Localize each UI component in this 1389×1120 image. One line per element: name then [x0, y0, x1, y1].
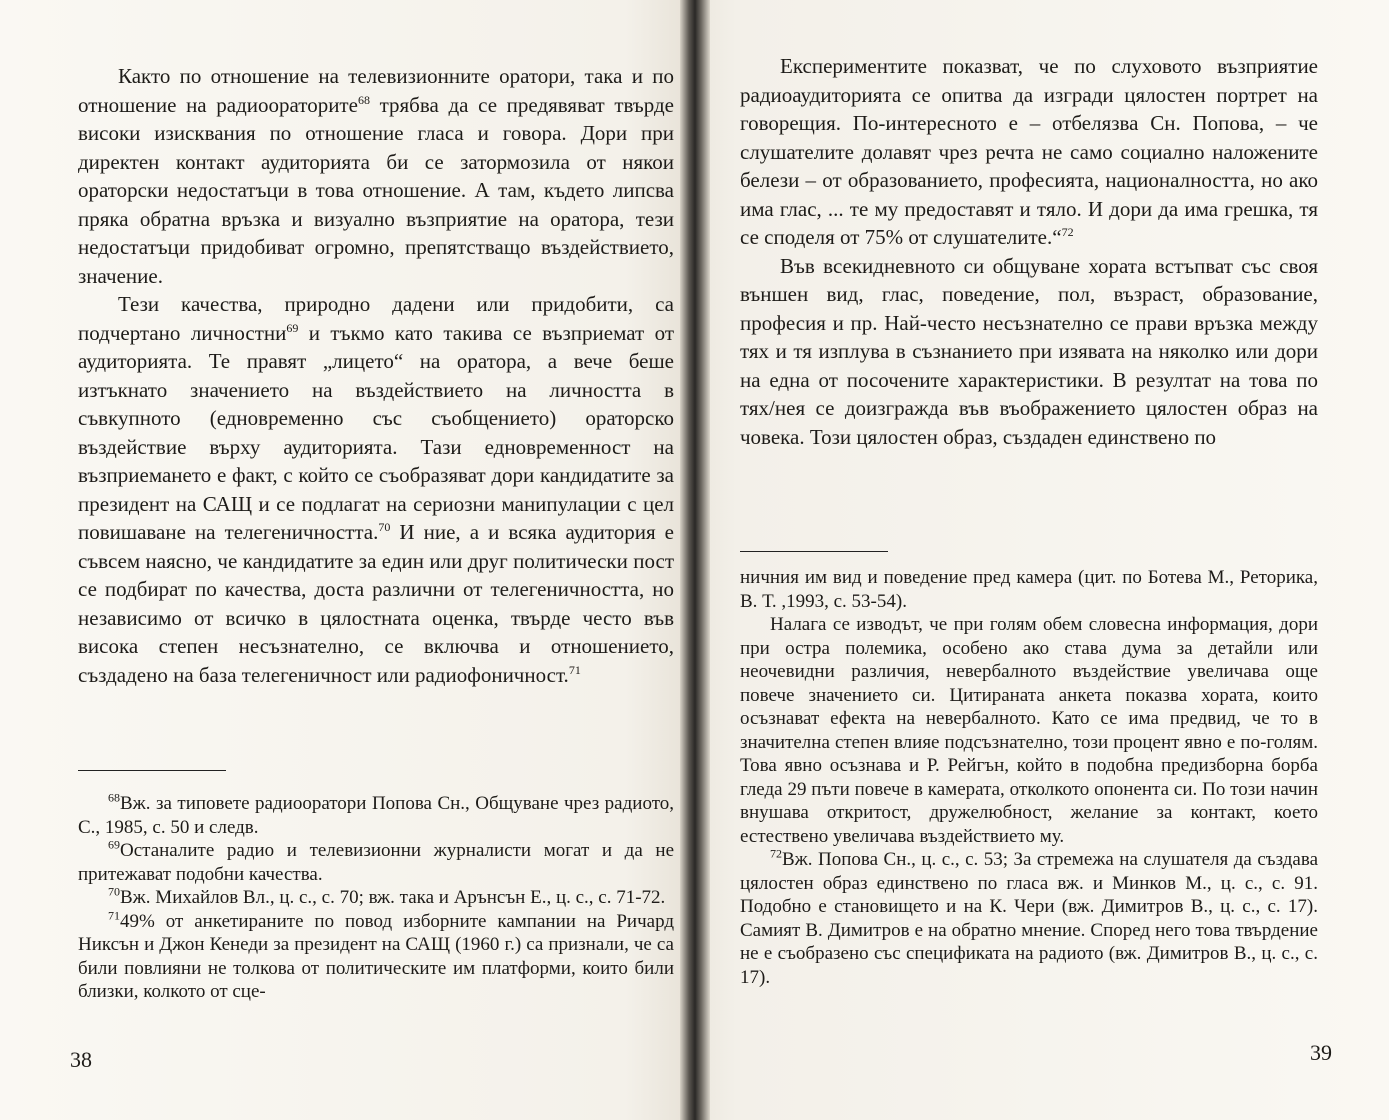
footnote-72: $^{72}$Вж. Попова Сн., ц. с., с. 53; За стремежа на слушателя да създава цялостен образ единствено по гласа вж. и Минков М., ц. с., с. 91. Подобно е становището и на К. Чери (вж. Димитров В., ц. с., с. 17). Самият В. Димитров е на обратно мнение. Според него това твърдение не е съобразено със спецификата на радиото (вж. Димитров В., ц. с., с. 17). [740, 846, 1318, 988]
footnote-71: $^{71}$49% от анкетираните по повод изборните кампании на Ричард Никсън и Джон Кенеди за президент на САЩ (1960 г.) са признали, че са били повлияни не толкова от политическите им платформи, които били близки, колкото от сце- [78, 908, 674, 1002]
right-footnotes [740, 566, 1318, 989]
left-footnotes [78, 792, 674, 1004]
right-paragraph-2: Във всекидневното си общуване хората встъпват със своя външен вид, глас, поведение, пол, възраст, образование, професия и пр. Най-често несъзнателно се прави връзка между тях и тя изплува в съзнанието при изявата на няколко или дори на една от посочените характеристики. В резултат на това по тях/нея се доизгражда във въображението цялостен образ на човека. Този цялостен образ, създаден единствено по [740, 253, 1318, 449]
left-body [78, 62, 674, 689]
footnote-71-paragraph: Налага се изводът, че при голям обем словесна информация, дори при остра полемика, особено ако става дума за детайли или неочевидни различия, невербалното въздействие увеличава още повече значението си. Цитираната анкета показва хората, които осъзнават ефекта на невербалното. Като се има предвид, че то в значителна степен влияе подсъзнателно, този процент явно е по-голям. Това явно осъзнава и Р. Рейгън, който в подобна предизборна борба гледа 29 пъти повече в камерата, отколкото опонента си. По този начин внушава откритост, дружелюбност, желание за контакт, което естествено увеличава въздействието му. [740, 614, 1318, 847]
left-paragraph-2: Тези качества, природно дадени или придобити, са подчертано личностни$^{69}$ и тъкмо като такива се възприемат от аудиторията. Те правят „лицето“ на оратора, а вече беше изтъкнато значението на въздействието на личността в съвкупното (едновременно със съобщението) ораторско въздействие върху аудиторията. Тази едновременност на възприемането е факт, с който се съобразяват дори кандидатите за президент на САЩ и се подлагат на сериозни манипулации с цел повишаване на телегеничността.$^{70}$ И ние, а и всяка аудитория е съвсем наясно, че кандидатите за един или друг политически пост се подбират по качества, доста различни от телегеничността, но независимо от всичко в цялостната оценка, твърде често във висока степен несъзнателно, се включва и отношението, създадено на база телегеничност или радиофоничност.$^{71}$ [78, 292, 674, 687]
footnote-ref-72: 72 [1061, 225, 1074, 239]
footnote-ref-71: 71 [568, 662, 581, 677]
footnote-rule [740, 551, 888, 552]
book-gutter [680, 0, 710, 1120]
footnote-ref-68: 68 [357, 92, 370, 107]
footnote-69: $^{69}$Останалите радио и телевизионни журналисти могат и да не притежават подобни качества. [78, 837, 674, 885]
footnote-71-continuation: ничния им вид и поведение пред камера (цит. по Ботева М., Реторика, В. Т. ,1993, с. 53-54). [740, 567, 1318, 612]
right-paragraph-1: Експериментите показват, че по слуховото възприятие радиоаудиторията се опитва да изгради цялостен портрет на говорещия. По-интересното е – отбелязва Сн. Попова, – че слушателите долавят чрез речта не само социално наложените белези – от образованието, професията, националността, но ако има глас, ... те му предоставят и тяло. И дори да има грешка, тя се споделя от 75% от слушателите.“$^{72}$ [740, 54, 1318, 249]
footnote-70: $^{70}$Вж. Михайлов Вл., ц. с., с. 70; вж. така и Арънсън Е., ц. с., с. 71-72. [108, 884, 666, 908]
page-number: 38 [70, 1047, 92, 1072]
page-number: 39 [1310, 1040, 1332, 1065]
footnote-68: $^{68}$Вж. за типовете радиооратори Попова Сн., Общуване чрез радиото, С., 1985, с. 50 и следв. [78, 790, 674, 838]
left-page [0, 0, 680, 1120]
left-paragraph-1: Както по отношение на телевизионните оратори, така и по отношение на радиоораторите$^{68}$ трябва да се предявяват твърде високи изисквания по отношение гласа и говора. Дори при директен контакт аудиторията би се затормозила от някои ораторски недостатъци в това отношение. А там, където липсва пряка обратна връзка и визуално възприятие на оратора, тези недостатъци придобиват огромно, препятстващо въздействието, значение. [78, 64, 674, 288]
footnote-ref-70: 70 [378, 520, 391, 534]
footnote-ref-69: 69 [286, 320, 299, 335]
right-body [740, 52, 1318, 451]
right-page [710, 0, 1389, 1120]
footnote-rule [78, 770, 226, 771]
